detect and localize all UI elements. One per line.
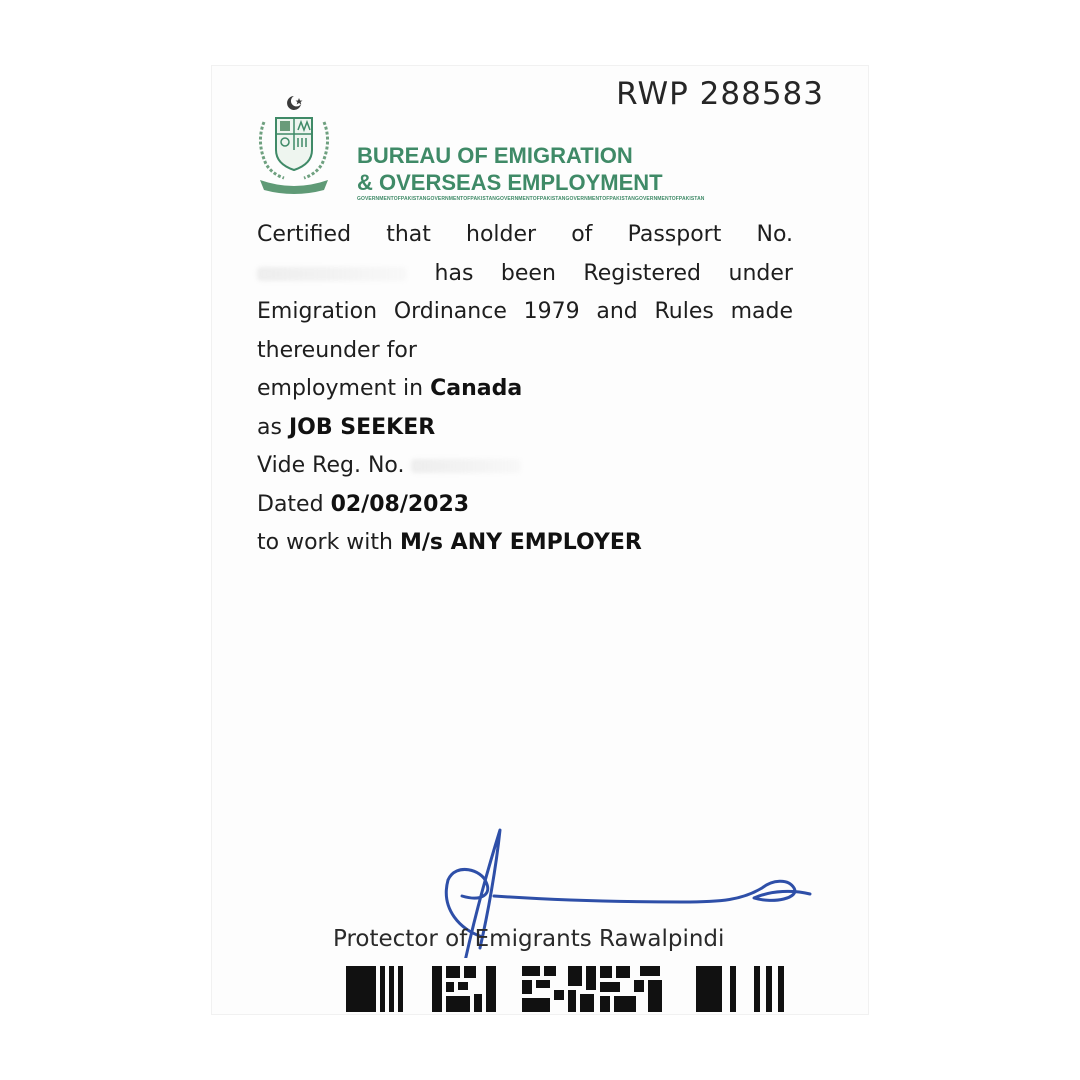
barcode <box>346 964 786 1014</box>
passport-number-redacted <box>257 267 407 281</box>
organization-name <box>357 142 705 203</box>
body-line-4: thereunder for <box>257 337 417 363</box>
body-word: 1979 <box>523 299 580 324</box>
org-line-2: & OVERSEAS EMPLOYMENT <box>357 170 663 195</box>
date-prefix: Dated <box>257 491 324 517</box>
body-word: No. <box>756 222 794 247</box>
body-word: that <box>386 222 431 247</box>
registration-number-redacted <box>411 459 521 473</box>
body-word: Rules <box>654 299 714 324</box>
body-word: of <box>571 222 593 247</box>
body-word: been <box>500 260 556 286</box>
body-line-3 <box>257 293 793 332</box>
employment-line <box>257 370 793 409</box>
category-prefix: as <box>257 414 282 440</box>
date: 02/08/2023 <box>330 491 470 517</box>
body-word: Registered <box>583 260 702 286</box>
org-microprint: GOVERNMENTOFPAKISTANGOVERNMENTOFPAKISTANGOVERNMENTOFPAKISTANGOVERNMENTOFPAKISTANGOVERNMENTOFPAKISTAN <box>357 196 705 202</box>
date-line <box>257 486 793 525</box>
certificate-card <box>212 66 868 1014</box>
registration-prefix: Vide Reg. No. <box>257 453 405 478</box>
certificate-body <box>257 216 793 563</box>
body-line-2 <box>257 255 793 294</box>
body-word: made <box>730 299 793 324</box>
country: Canada <box>430 376 523 401</box>
body-word: Ordinance <box>393 299 507 324</box>
employer: M/s ANY EMPLOYER <box>400 530 642 555</box>
employer-prefix: to work with <box>257 530 393 555</box>
category: JOB SEEKER <box>288 414 436 440</box>
state-emblem-icon <box>246 92 342 198</box>
body-line-1 <box>257 216 793 255</box>
body-word: holder <box>466 222 537 247</box>
employer-line <box>257 524 793 563</box>
body-word: Certified <box>257 222 352 247</box>
body-word: and <box>596 299 638 324</box>
signatory-title: Protector of Emigrants Rawalpindi <box>333 926 725 952</box>
org-line-1: BUREAU OF EMIGRATION <box>357 143 633 168</box>
category-line <box>257 409 793 448</box>
registration-line <box>257 447 793 486</box>
body-word: Emigration <box>257 299 378 324</box>
body-word: has <box>434 260 474 286</box>
employment-prefix: employment in <box>257 376 424 401</box>
body-word: under <box>728 260 793 286</box>
serial-number: RWP 288583 <box>616 76 824 112</box>
body-word: Passport <box>627 222 722 247</box>
